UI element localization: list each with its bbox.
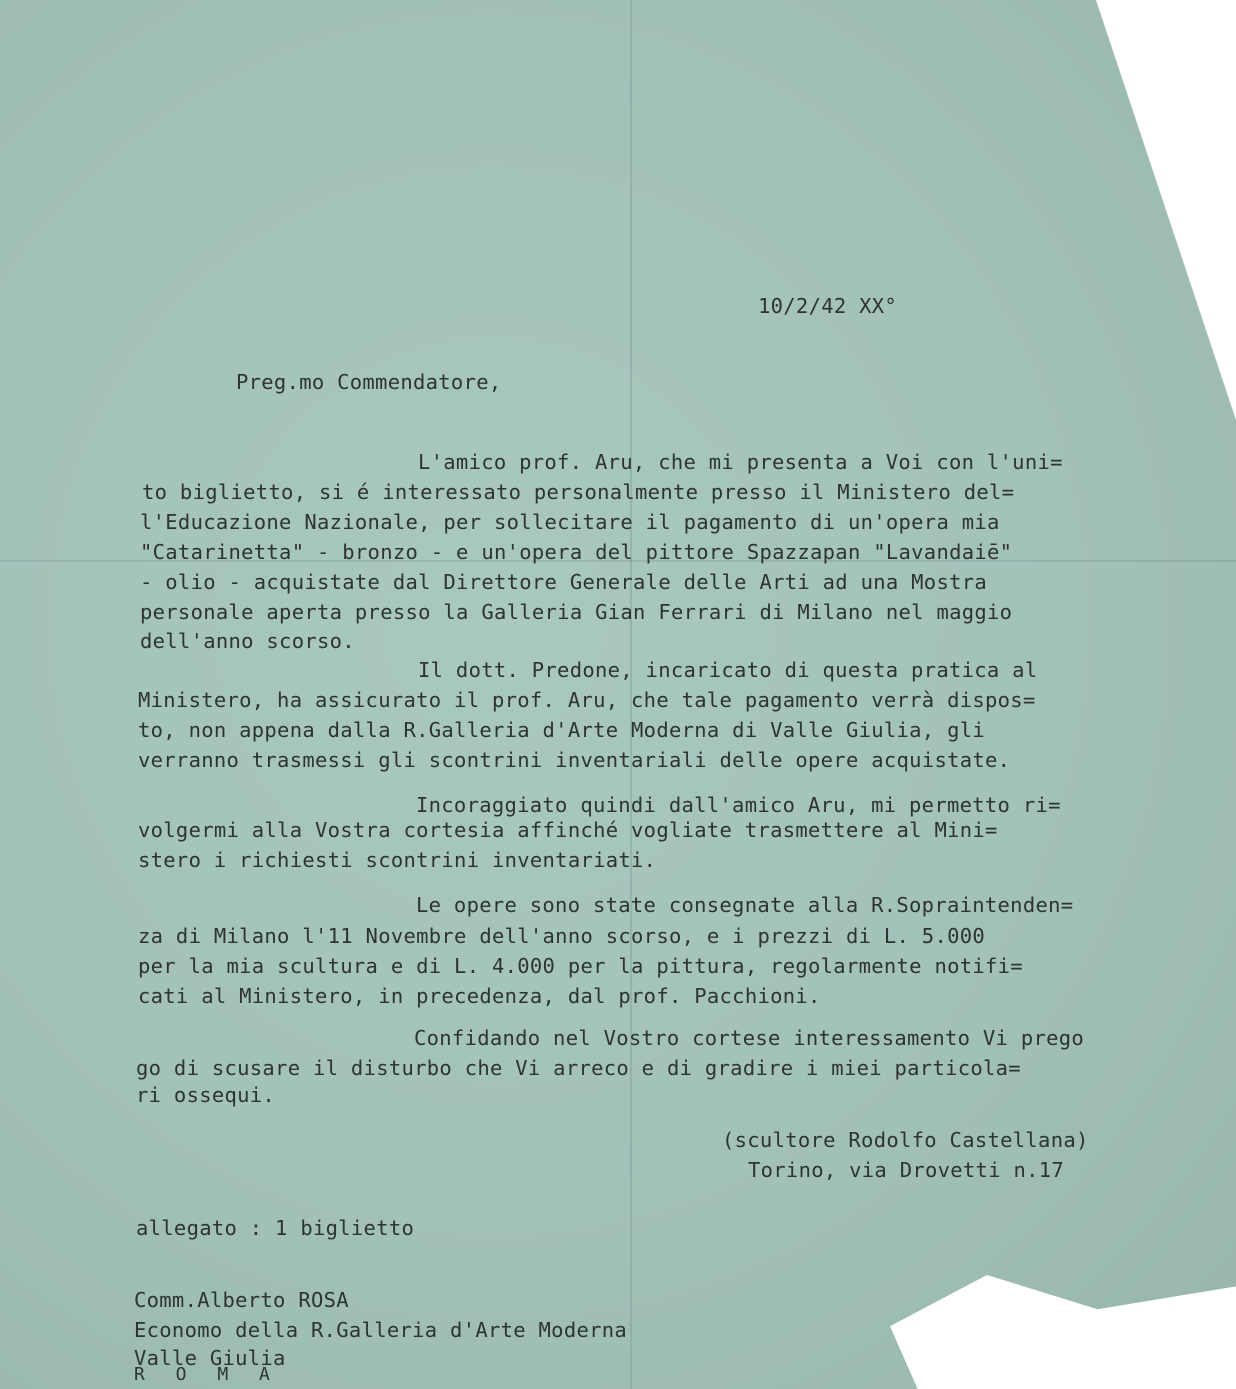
body-line: volgermi alla Vostra cortesia affinché vogliate trasmettere al Mini= xyxy=(138,818,998,842)
body-line: cati al Ministero, in precedenza, dal prof. Pacchioni. xyxy=(138,984,821,1008)
body-line: Incoraggiato quindi dall'amico Aru, mi permetto ri= xyxy=(416,793,1061,817)
body-line: go di scusare il disturbo che Vi arreco e di gradire i miei particola= xyxy=(136,1056,1021,1080)
body-line: "Catarinetta" - bronzo - e un'opera del pittore Spazzapan "Lavandaiē" xyxy=(140,540,1013,564)
body-line: to biglietto, si é interessato personalmente presso il Ministero del= xyxy=(142,480,1015,504)
body-line: Il dott. Predone, incaricato di questa pratica al xyxy=(418,658,1038,682)
signature-address: Torino, via Drovetti n.17 xyxy=(748,1158,1065,1182)
recipient-city: R O M A xyxy=(134,1364,280,1385)
body-line: Ministero, ha assicurato il prof. Aru, che tale pagamento verrà dispos= xyxy=(138,688,1036,712)
recipient-name: Comm.Alberto ROSA xyxy=(134,1288,349,1312)
body-line: Le opere sono state consegnate alla R.Sopraintenden= xyxy=(416,893,1074,917)
body-line: - olio - acquistate dal Direttore Generale delle Arti ad una Mostra xyxy=(140,570,988,594)
torn-corner-bottom-right xyxy=(890,1275,1236,1389)
signature-name: (scultore Rodolfo Castellana) xyxy=(722,1128,1089,1152)
body-line: per la mia scultura e di L. 4.000 per la pittura, regolarmente notifi= xyxy=(138,954,1023,978)
salutation: Preg.mo Commendatore, xyxy=(236,370,502,394)
body-line: Confidando nel Vostro cortese interessamento Vi prego xyxy=(414,1026,1085,1050)
body-line: l'Educazione Nazionale, per sollecitare il pagamento di un'opera mia xyxy=(140,510,1000,534)
body-line: verranno trasmessi gli scontrini inventariali delle opere acquistate. xyxy=(138,748,1011,772)
letter-date: 10/2/42 XX° xyxy=(758,294,898,318)
body-line: dell'anno scorso. xyxy=(140,629,355,653)
body-line: stero i richiesti scontrini inventariati. xyxy=(138,848,657,872)
torn-corner-top-right xyxy=(1096,0,1236,420)
body-line: ri ossequi. xyxy=(136,1083,276,1107)
recipient-title: Economo della R.Galleria d'Arte Moderna xyxy=(134,1318,628,1342)
body-line: za di Milano l'11 Novembre dell'anno scorso, e i prezzi di L. 5.000 xyxy=(138,924,986,948)
body-line: personale aperta presso la Galleria Gian Ferrari di Milano nel maggio xyxy=(140,600,1013,624)
recipient-place: Valle Giulia xyxy=(134,1346,286,1370)
enclosure-note: allegato : 1 biglietto xyxy=(136,1216,415,1240)
body-line: to, non appena dalla R.Galleria d'Arte Moderna di Valle Giulia, gli xyxy=(138,718,986,742)
body-line: L'amico prof. Aru, che mi presenta a Voi con l'uni= xyxy=(418,450,1063,474)
